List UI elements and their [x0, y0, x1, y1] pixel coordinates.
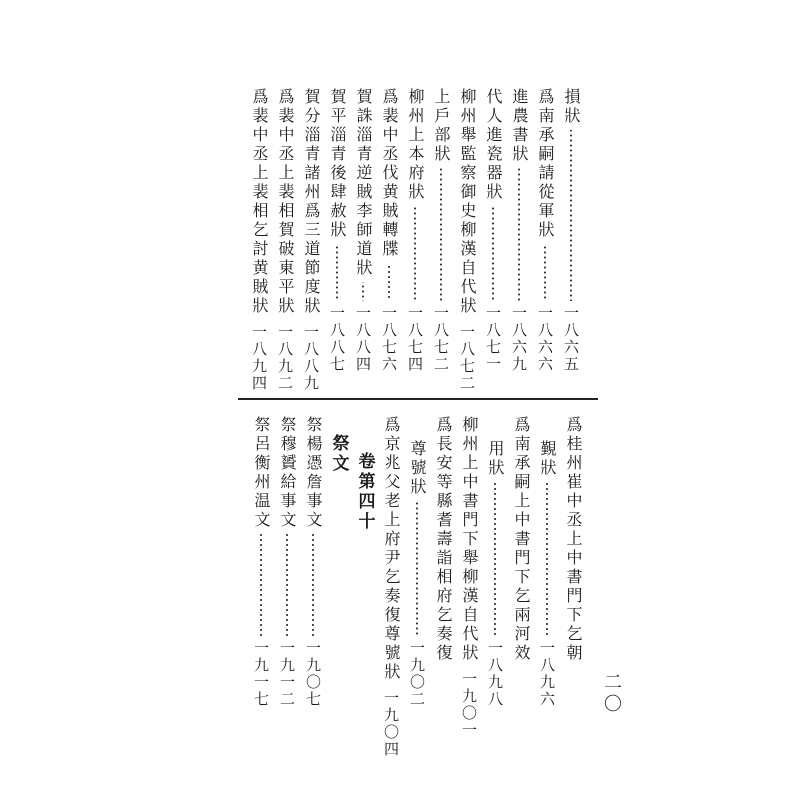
toc-entry	[403, 88, 427, 373]
section-heading: 祭文	[328, 434, 349, 474]
toc-entry	[379, 416, 403, 758]
entry-title: 上戶部狀	[432, 88, 451, 164]
entry-page-number: 一八九六	[538, 640, 556, 708]
dot-leader	[388, 263, 390, 301]
entry-page-number: 一八七六	[380, 305, 398, 373]
entry-title: 柳州上中書門下舉柳漢自代狀	[460, 416, 479, 663]
entry-page-number: 一八八九	[302, 324, 320, 392]
dot-leader	[546, 482, 548, 636]
entry-page-number: 一八九四	[250, 324, 268, 392]
toc-entry-continuation	[405, 440, 429, 708]
toc-entry	[533, 88, 557, 373]
toc-entry	[249, 416, 273, 708]
toc-entry	[301, 416, 325, 708]
toc-entry	[457, 416, 481, 739]
entry-page-number: 一九一七	[252, 640, 270, 708]
entry-title: 進農書狀	[510, 88, 529, 164]
toc-entry	[455, 88, 479, 392]
entry-page-number: 一八八七	[328, 305, 346, 373]
entry-page-number: 一九〇二	[408, 640, 426, 708]
toc-entry	[559, 88, 583, 373]
entry-page-number: 一八九八	[486, 640, 504, 708]
dot-leader	[494, 482, 496, 636]
dot-leader	[544, 244, 546, 301]
entry-page-number: 一九〇一	[460, 671, 478, 739]
entry-page-number: 一八六六	[536, 305, 554, 373]
entry-title-line2: 尊號狀	[408, 440, 427, 497]
entry-page-number: 一八八四	[354, 305, 372, 373]
toc-entry	[377, 88, 401, 373]
toc-entry	[273, 88, 297, 392]
entry-page-number: 一八七二	[458, 324, 476, 392]
entry-page-number: 一八九二	[276, 324, 294, 392]
entry-page-number: 一八七四	[406, 305, 424, 373]
page-number: 二〇	[601, 672, 622, 716]
entry-title: 爲裴中丞上裴相賀破東平狀	[276, 88, 295, 316]
dot-leader	[518, 168, 520, 301]
entry-page-number: 一八六五	[562, 305, 580, 373]
entry-title-line1: 爲長安等縣耆壽詣相府乞奏復	[434, 416, 453, 663]
toc-entry-continuation	[483, 440, 507, 708]
entry-page-number: 一九一二	[278, 640, 296, 708]
entry-title: 賀平淄青後肆赦狀	[328, 88, 347, 240]
entry-title: 祭呂衡州温文	[252, 416, 271, 530]
entry-page-number: 一九〇四	[382, 690, 400, 758]
dot-leader	[416, 501, 418, 636]
dot-leader	[414, 206, 416, 301]
entry-title: 祭楊憑詹事文	[304, 416, 323, 530]
dot-leader	[312, 534, 314, 636]
entry-title: 代人進瓷器狀	[484, 88, 503, 202]
toc-entry	[325, 88, 349, 373]
entry-title: 柳州上本府狀	[406, 88, 425, 202]
dot-leader	[362, 282, 364, 301]
entry-title: 爲裴中丞伐黄賊轉牒	[380, 88, 399, 259]
entry-title-line2: 覲狀	[538, 440, 557, 478]
entry-title: 損狀	[562, 88, 581, 126]
dot-leader	[570, 130, 572, 301]
entry-title: 賀誅淄青逆賊李師道狀	[354, 88, 373, 278]
entry-title: 爲南承嗣請從軍狀	[536, 88, 555, 240]
toc-entry	[481, 88, 505, 373]
entry-title-line1: 爲南承嗣上中書門下乞兩河效	[512, 416, 531, 663]
dot-leader	[260, 534, 262, 636]
entry-title-line2: 用狀	[486, 440, 505, 478]
dot-leader	[492, 206, 494, 301]
dot-leader	[336, 244, 338, 301]
entry-page-number: 一九〇七	[304, 640, 322, 708]
entry-title-line1: 爲桂州崔中丞上中書門下乞朝	[564, 416, 583, 663]
dot-leader	[440, 168, 442, 301]
entry-title: 賀分淄青諸州爲三道節度狀	[302, 88, 321, 316]
dot-leader	[286, 534, 288, 636]
toc-entry	[429, 88, 453, 373]
juan-heading: 卷第四十	[354, 452, 375, 532]
entry-title: 祭穆贇給事文	[278, 416, 297, 530]
toc-entry	[351, 88, 375, 373]
toc-entry-continuation	[535, 440, 559, 708]
entry-page-number: 一八七一	[484, 305, 502, 373]
section-divider	[238, 398, 598, 400]
entry-page-number: 一八六九	[510, 305, 528, 373]
toc-entry	[507, 88, 531, 373]
toc-entry	[299, 88, 323, 392]
entry-title: 爲裴中丞上裴相乞討黄賊狀	[250, 88, 269, 316]
toc-entry	[275, 416, 299, 708]
entry-page-number: 一八七二	[432, 305, 450, 373]
entry-title: 柳州舉監察御史柳漢自代狀	[458, 88, 477, 316]
toc-entry	[247, 88, 271, 392]
entry-title: 爲京兆父老上府尹乞奏復尊號狀	[382, 416, 401, 682]
